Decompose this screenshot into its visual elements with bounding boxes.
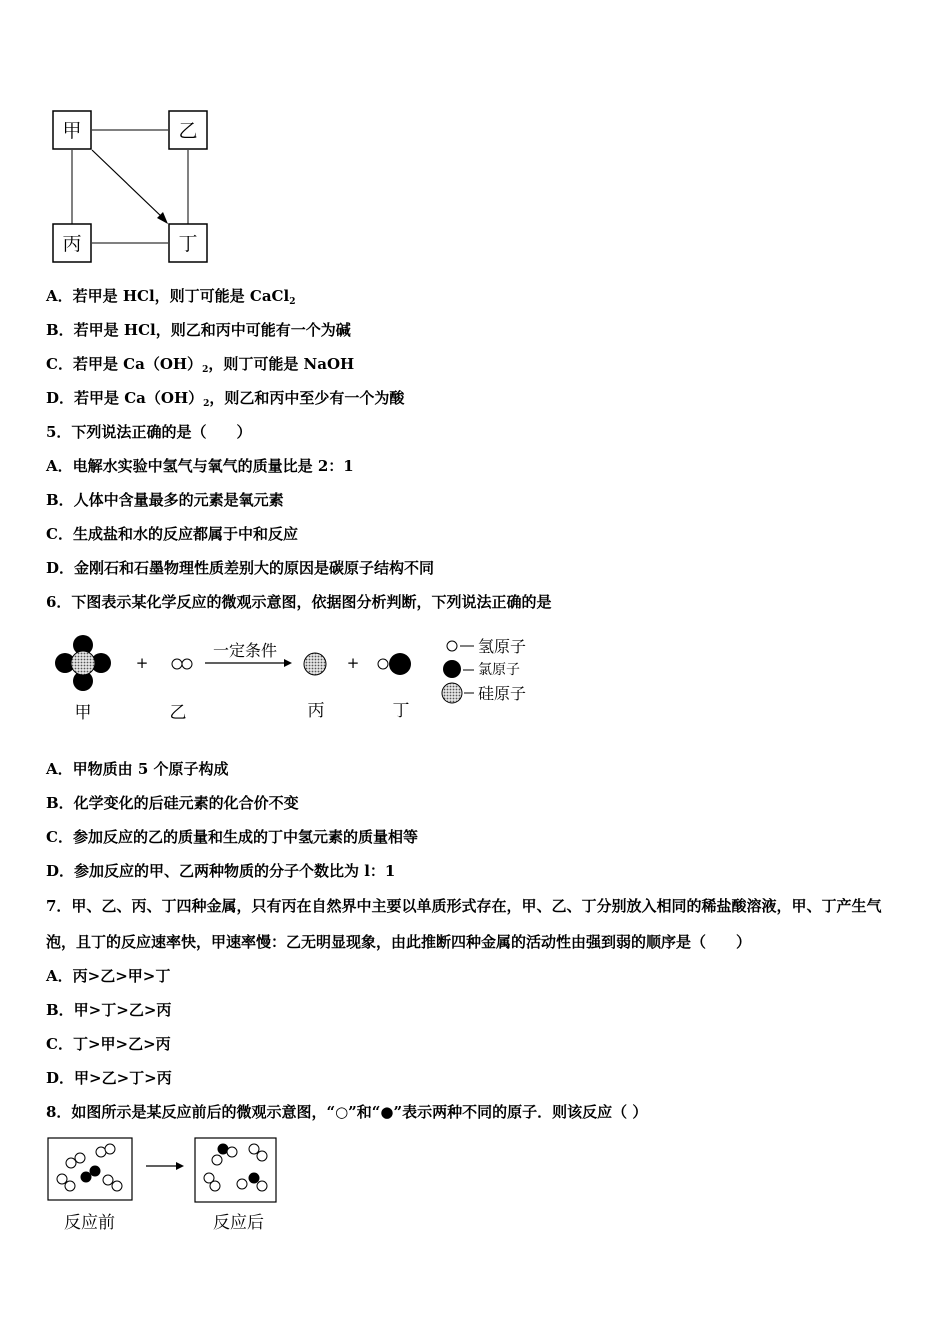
q7-option-d: D．甲>乙>丁>丙: [46, 1069, 172, 1087]
label-yi: 乙: [169, 703, 187, 723]
reaction-condition: 一定条件: [212, 641, 278, 660]
cl-atom: [389, 653, 411, 675]
box-bing-label: 丙: [62, 233, 82, 255]
molecule-yi: [172, 659, 192, 669]
white-atom: [212, 1155, 222, 1165]
q4-option-b: B．若甲是 HCl，则乙和丙中可能有一个为碱: [46, 321, 351, 339]
molecule-ding: [378, 653, 411, 675]
legend-h-label: 氢原子: [478, 637, 527, 656]
plus-sign-1: +: [135, 654, 149, 672]
legend: [442, 637, 526, 703]
white-atom: [75, 1153, 85, 1163]
label-ding: 丁: [392, 701, 410, 721]
after-label: 反应后: [213, 1213, 264, 1233]
process-arrow-head: [176, 1162, 184, 1170]
reaction-micro-diagram: [50, 628, 550, 728]
white-atom: [249, 1144, 259, 1154]
plus-sign-2: +: [346, 654, 360, 672]
si-atom: [71, 651, 95, 675]
q8-stem: 8．如图所示是某反应前后的微观示意图，“○”和“●”表示两种不同的原子．则该反应（ ）: [46, 1103, 648, 1121]
after-box: [195, 1138, 276, 1202]
q7-option-b: B．甲>丁>乙>丙: [46, 1001, 172, 1019]
molecule-bing: [304, 653, 326, 675]
q4-option-a: A．若甲是 HCl，则丁可能是 CaCl$_2$: [46, 287, 296, 307]
white-atom: [237, 1179, 247, 1189]
q6-option-b: B．化学变化的后硅元素的化合价不变: [46, 794, 299, 812]
q4-option-d: D．若甲是 $Ca(OH)_2$，则乙和丙中至少有一个为酸: [46, 389, 405, 409]
q6-stem: 6．下图表示某化学反应的微观示意图，依据图分析判断，下列说法正确的是: [46, 593, 552, 611]
before-label: 反应前: [64, 1213, 115, 1233]
white-atom: [66, 1158, 76, 1168]
reaction-arrow-head: [284, 659, 292, 667]
q5-stem: 5．下列说法正确的是（ ）: [46, 423, 252, 441]
q6-option-d: D．参加反应的甲、乙两种物质的分子个数比为 l：1: [46, 862, 396, 880]
black-atom: [218, 1144, 228, 1154]
white-atom: [227, 1147, 237, 1157]
q5-option-a: A．电解水实验中氢气与氧气的质量比是 2：1: [46, 457, 354, 475]
box-jia-label: 甲: [62, 120, 82, 142]
q7-stem: 7．甲、乙、丙、丁四种金属，只有丙在自然界中主要以单质形式存在，甲、乙、丁分别放入相同的稀盐酸溶液，甲、丁产生气泡，且丁的反应速率快，甲速率慢：乙无明显现象，由此推断四种金属的活动性由强到弱的顺序是（ ）: [46, 897, 882, 951]
white-atom: [96, 1147, 106, 1157]
black-atom: [81, 1172, 91, 1182]
h-atom: [378, 659, 388, 669]
q5-option-b: B．人体中含量最多的元素是氧元素: [46, 491, 284, 509]
q7-option-c: C．丁>甲>乙>丙: [46, 1035, 171, 1053]
white-atom: [112, 1181, 122, 1191]
white-atom: [103, 1175, 113, 1185]
legend-si-label: 硅原子: [478, 684, 527, 703]
white-atom: [257, 1151, 267, 1161]
label-jia: 甲: [74, 703, 92, 723]
white-atom: [105, 1144, 115, 1154]
h-atom: [182, 659, 192, 669]
legend-h-swatch: [447, 641, 457, 651]
legend-cl-label: 氯原子: [478, 662, 520, 678]
q5-option-d: D．金刚石和石墨物理性质差别大的原因是碳原子结构不同: [46, 559, 435, 577]
black-atom: [90, 1166, 100, 1176]
white-atom: [210, 1181, 220, 1191]
white-atom: [57, 1174, 67, 1184]
q6-option-a: A．甲物质由 5 个原子构成: [46, 760, 229, 778]
legend-cl-swatch: [443, 660, 461, 678]
legend-si-swatch: [442, 683, 462, 703]
box-yi-label: 乙: [178, 120, 198, 142]
white-atom: [65, 1181, 75, 1191]
box-ding-label: 丁: [178, 233, 198, 255]
label-bing: 丙: [307, 701, 325, 721]
molecule-jia: [55, 635, 111, 691]
black-atom: [249, 1173, 259, 1183]
q5-option-c: C．生成盐和水的反应都属于中和反应: [46, 525, 298, 543]
white-atom: [257, 1181, 267, 1191]
q7-option-a: A．丙>乙>甲>丁: [46, 967, 171, 985]
h-atom: [172, 659, 182, 669]
q6-option-c: C．参加反应的乙的质量和生成的丁中氢元素的质量相等: [46, 828, 418, 846]
relationship-diagram: [50, 108, 212, 268]
arrow-tl-br: [92, 150, 163, 218]
q4-option-c: C．若甲是 $Ca(OH)_2$，则丁可能是 NaOH: [46, 355, 355, 375]
